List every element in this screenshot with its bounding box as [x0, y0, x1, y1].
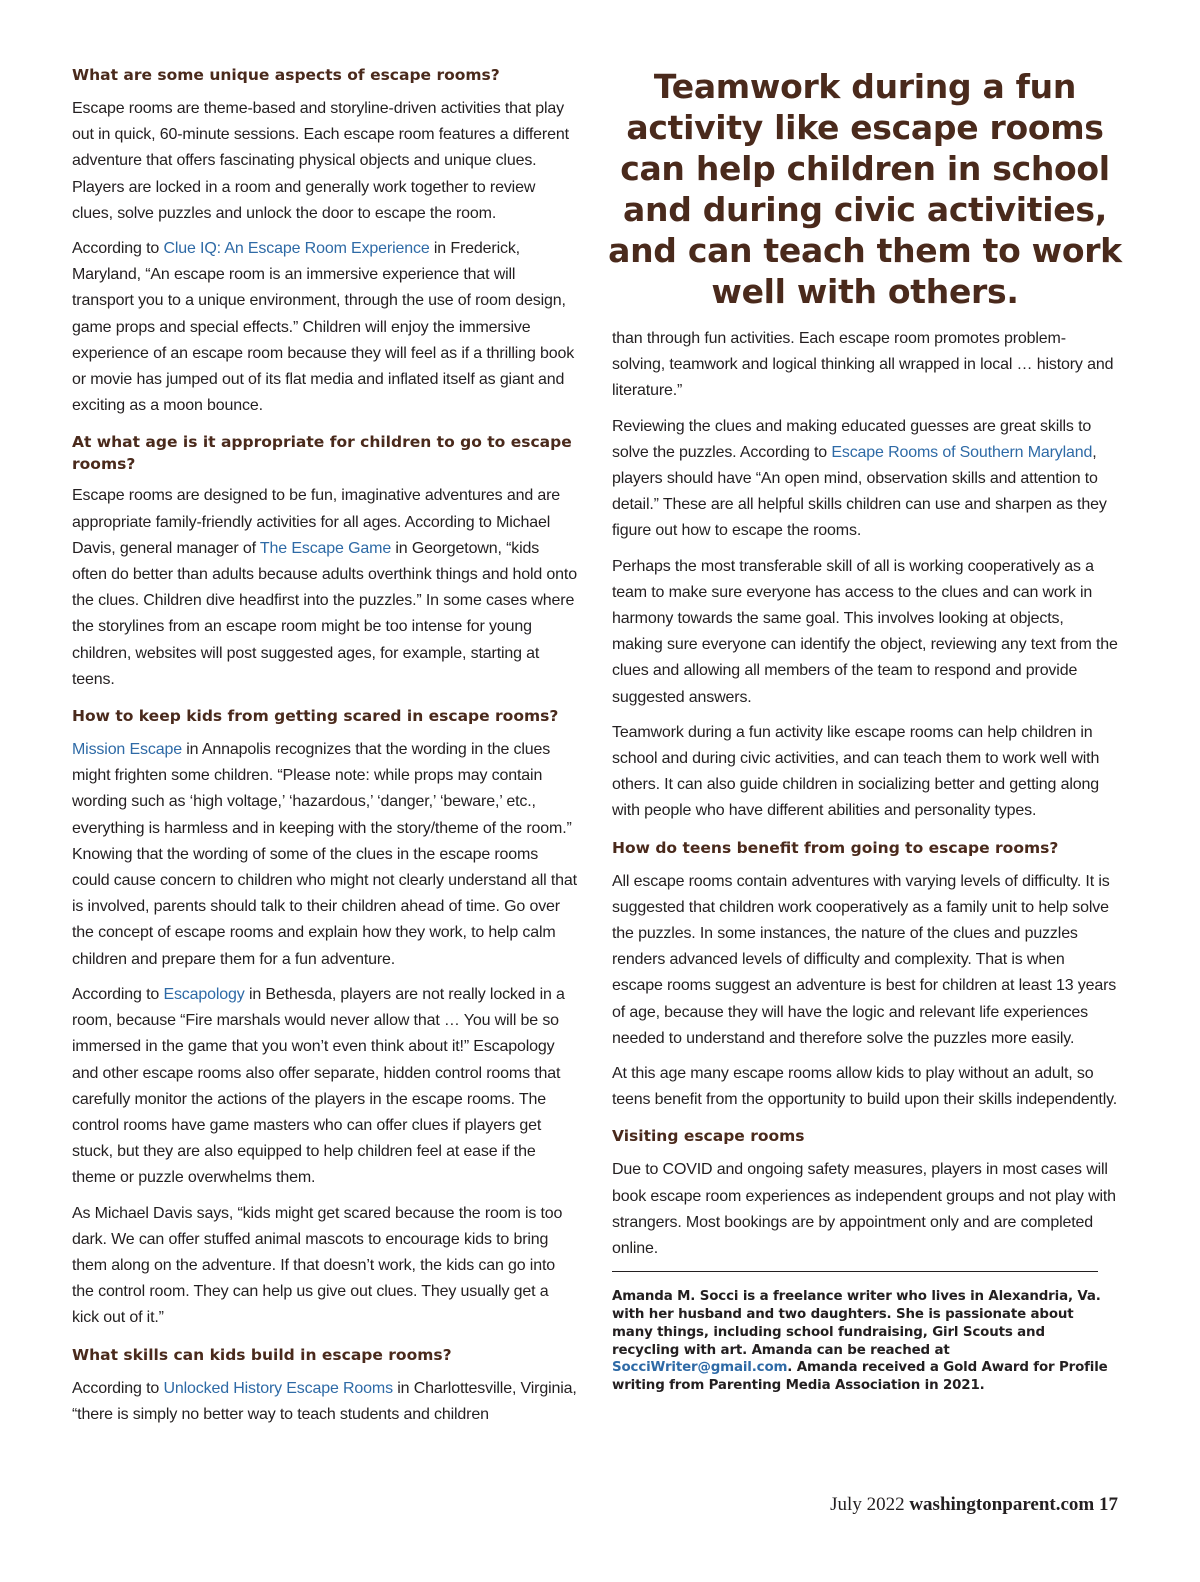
text: in Annapolis recognizes that the wording in the clues might frighten some children. “Please note: while props may contain wording such as ‘high voltage,’ ‘hazardous,’ ‘danger,’ ‘beware,’ etc., everything is harmless and in keeping with the story/theme of the room.” Knowing that the wording of some of the clues in the escape rooms could cause concern to children who might not clearly understand all that is involved, parents should talk to their children ahead of time. Go over the concept of escape rooms and explain how they work, to help calm children and prepare them for a fun adventure.: [72, 741, 577, 968]
link-mission-escape[interactable]: Mission Escape: [72, 741, 182, 759]
heading-scared: How to keep kids from getting scared in escape rooms?: [72, 707, 559, 726]
link-escape-rooms-southern-maryland[interactable]: Escape Rooms of Southern Maryland: [831, 443, 1093, 461]
text: Reviewing the clues and making educated guesses are great skills to solve the puzzles. According to: [612, 417, 1092, 461]
page-footer: [830, 1494, 1118, 1516]
link-the-escape-game[interactable]: The Escape Game: [259, 539, 392, 557]
paragraph: [72, 982, 578, 1192]
paragraph: [72, 483, 578, 693]
right-column: [608, 64, 1122, 1395]
paragraph: Teamwork during a fun activity like escape rooms can help children in school and during civic activities, and can teach them to work well with others. It can also guide children in socializing better and getting along with people who have different abilities and personality types.: [612, 723, 1100, 820]
paragraph: As Michael Davis says, “kids might get scared because the room is too dark. We can offer stuffed animal mascots to encourage kids to bring them along on the adventure. If that doesn’t work, the kids can go into the control room. They can help us give out clues. They usually get a kick out of it.”: [72, 1204, 563, 1327]
text: Amanda M. Socci is a freelance writer who lives in Alexandria, Va. with her husband and two daughters. She is passionate about many things, including school fundraising, Girl Scouts and recycling with art. Amanda can be reached at: [612, 1289, 1101, 1358]
footer-date: July 2022: [830, 1494, 905, 1515]
text: in Charlottesville, Virginia, “there is simply no better way to teach students and children: [72, 1379, 577, 1423]
text: Escape rooms are designed to be fun, imaginative adventures and are appropriate family-friendly activities for all ages. According to Michael Davis, general manager of: [72, 487, 561, 557]
text: in Georgetown, “kids often do better than adults because adults overthink things and hold onto the clues. Children dive headfirst into the puzzles.” In some cases where the storylines from an escape room might be too intense for young children, websites will post suggested ages, for example, starting at teens.: [72, 539, 577, 688]
link-clue-iq[interactable]: Clue IQ: An Escape Room Experience: [163, 240, 430, 258]
text: According to: [72, 1379, 164, 1397]
page-number: 17: [1099, 1494, 1118, 1515]
paragraph: [72, 737, 578, 973]
text: . Amanda received a Gold Award for Profile writing from Parenting Media Association in 2021.: [612, 1360, 1108, 1394]
paragraph: than through fun activities. Each escape room promotes problem-solving, teamwork and logical thinking all wrapped in local … history and literature.”: [612, 330, 1114, 400]
link-escapology[interactable]: Escapology: [163, 985, 245, 1003]
paragraph: At this age many escape rooms allow kids to play without an adult, so teens benefit from the opportunity to build upon their skills independently.: [612, 1065, 1118, 1109]
divider: [612, 1271, 1098, 1272]
text: in Bethesda, players are not really locked in a room, because “Fire marshals would never allow that … You will be so immersed in the game that you won’t even think about it!” Escapology and other escape rooms also offer separate, hidden control rooms that carefully monitor the actions of the players in the escape rooms. The control rooms have game masters who can offer clues if players get stuck, but they are also equipped to help children feel at ease if the theme or puzzle overwhelms them.: [72, 985, 565, 1187]
author-bio: [612, 1288, 1118, 1395]
heading-unique-aspects: What are some unique aspects of escape rooms?: [72, 66, 500, 84]
text: , players should have “An open mind, observation skills and attention to detail.” These are all helpful skills children can use and sharpen as they figure out how to escape the rooms.: [612, 443, 1107, 540]
heading-skills: What skills can kids build in escape rooms?: [72, 1345, 452, 1364]
left-column: [72, 64, 578, 1437]
text: According to: [72, 240, 164, 258]
paragraph: Perhaps the most transferable skill of all is working cooperatively as a team to make sure everyone has access to the clues and can work in harmony towards the same goal. This involves looking at objects, making sure everyone can identify the object, reviewing any text from the clues and allowing all members of the team to respond and provide suggested answers.: [612, 557, 1118, 706]
footer-site: washingtonparent.com: [909, 1494, 1095, 1515]
paragraph: [72, 1376, 578, 1428]
paragraph: All escape rooms contain adventures with varying levels of difficulty. It is suggested that children work cooperatively as a family unit to help solve the puzzles. In some instances, the nature of the clues and puzzles renders advanced levels of difficulty and complexity. That is when escape rooms suggest an adventure is best for children at least 13 years of age, because they will have the logic and relevant life experiences needed to understand and therefore solve the puzzles more easily.: [612, 872, 1117, 1047]
paragraph: Escape rooms are theme-based and storyline-driven activities that play out in quick, 60-minute sessions. Each escape room features a different adventure that offers fascinating physical objects and unique clues. Players are locked in a room and generally work together to review clues, solve puzzles and unlock the door to escape the room.: [72, 100, 569, 222]
link-unlocked-history[interactable]: Unlocked History Escape Rooms: [163, 1379, 393, 1397]
pull-quote: Teamwork during a fun activity like escape rooms can help children in school and during civic activities, and can teach them to work well with others.: [608, 67, 1122, 311]
paragraph: Due to COVID and ongoing safety measures, players in most cases will book escape room experiences as independent groups and not play with strangers. Most bookings are by appointment only and are completed online.: [612, 1161, 1116, 1258]
text: According to: [72, 985, 164, 1003]
heading-teens-benefit: How do teens benefit from going to escape rooms?: [612, 838, 1059, 857]
heading-visiting: Visiting escape rooms: [612, 1127, 805, 1146]
paragraph: [612, 414, 1118, 545]
paragraph: [72, 236, 578, 419]
email-link[interactable]: SocciWriter@gmail.com: [612, 1360, 788, 1376]
heading-appropriate-age: At what age is it appropriate for children to go to escape rooms?: [72, 433, 572, 474]
text: in Frederick, Maryland, “An escape room is an immersive experience that will transport you to a unique environment, through the use of room design, game props and special effects.” Children will enjoy the immersive experience of an escape room because they will feel as if a thrilling book or movie has jumped out of its flat media and inflated itself as giant and exciting as a moon bounce.: [72, 240, 575, 415]
